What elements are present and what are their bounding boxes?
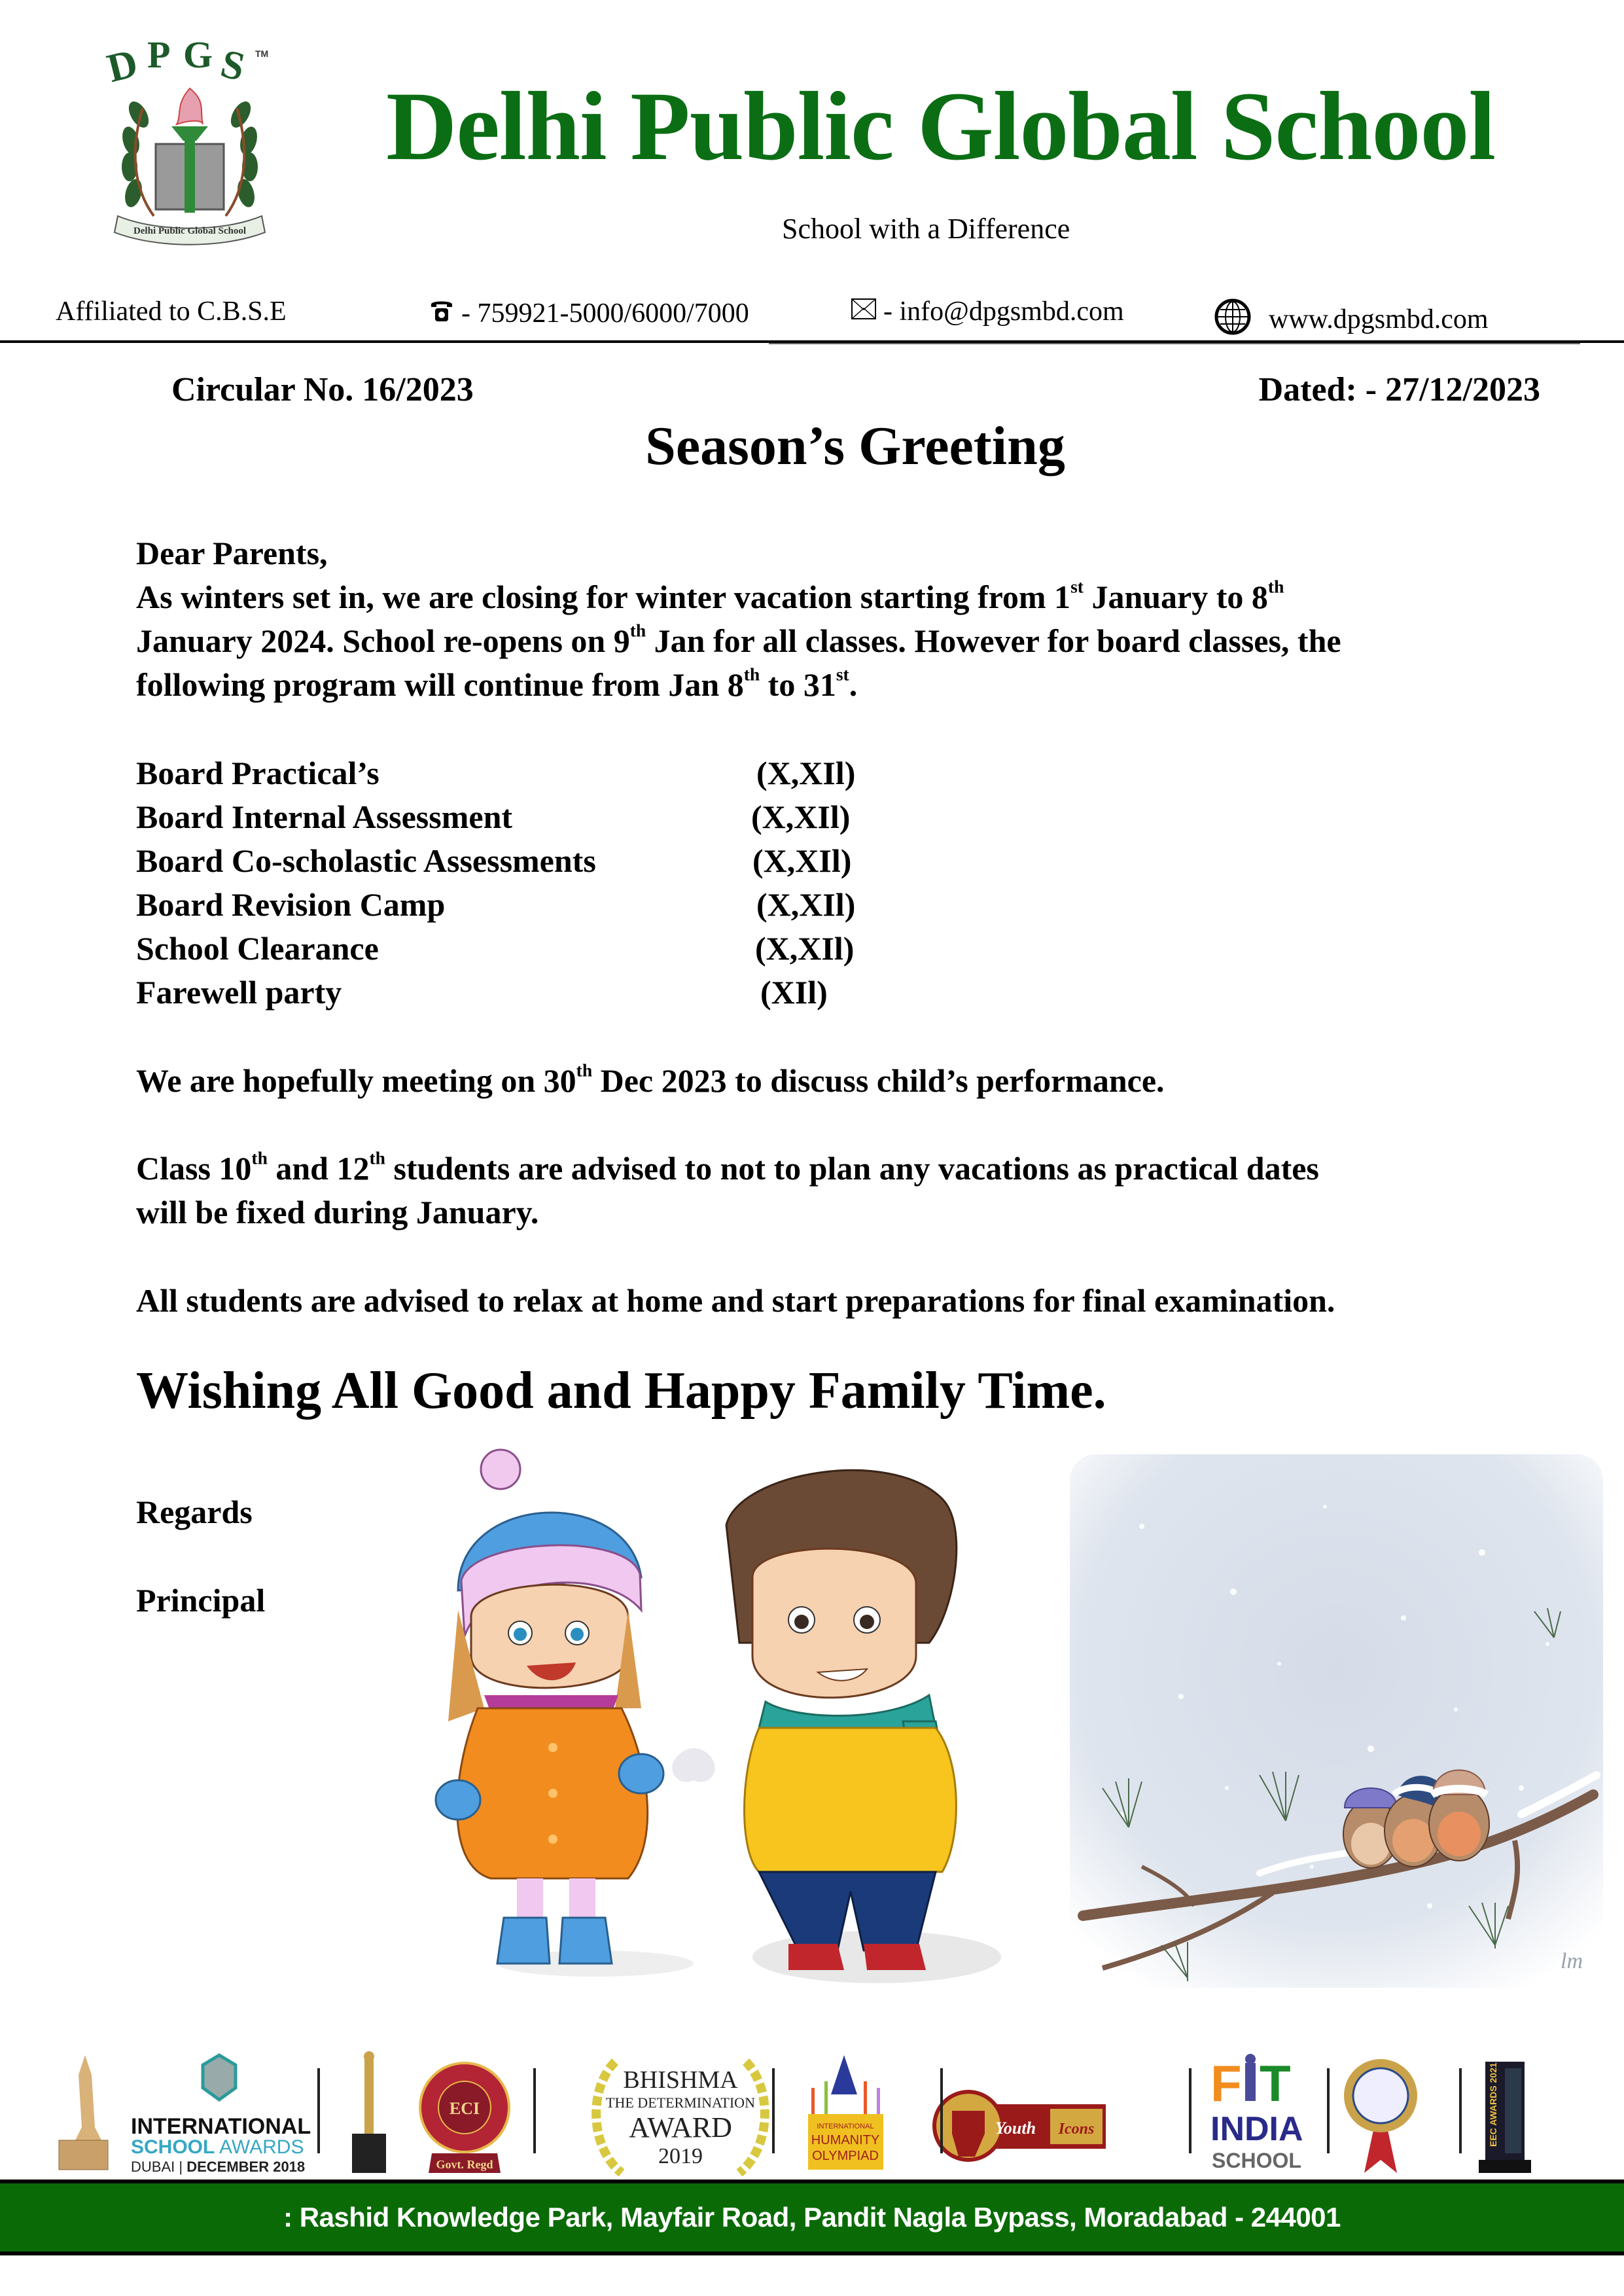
regards: Regards <box>136 1494 253 1530</box>
svg-text:Youth: Youth <box>995 2119 1036 2138</box>
svg-text:lm: lm <box>1561 1949 1583 1973</box>
signatory: Principal <box>136 1582 266 1619</box>
svg-text:BHISHMA: BHISHMA <box>623 2066 738 2094</box>
email-contact <box>851 298 1124 325</box>
program-classes: (X,XIl) <box>756 886 856 923</box>
logo-letter-p: P <box>147 36 171 76</box>
program-row <box>136 839 1576 883</box>
awards-strip <box>39 2049 1597 2176</box>
program-classes: (XIl) <box>760 974 828 1011</box>
globe-icon <box>1214 298 1252 341</box>
kids-illustration <box>432 1446 1008 2003</box>
svg-text:F: F <box>1210 2054 1242 2112</box>
program-item: School Clearance <box>136 930 379 967</box>
svg-text:SCHOOL: SCHOOL <box>1212 2149 1301 2172</box>
program-row <box>136 883 1576 927</box>
program-row <box>136 971 1576 1014</box>
svg-text:HUMANITY: HUMANITY <box>811 2133 880 2147</box>
award-separator <box>940 2068 943 2153</box>
logo-letter-g: G <box>183 36 213 76</box>
program-classes: (X,XIl) <box>751 798 851 835</box>
logo-letter-d: D <box>103 41 143 92</box>
humanity-olympiad-logo <box>808 2055 883 2170</box>
letter-intro <box>136 531 1576 707</box>
program-item: Board Revision Camp <box>136 886 446 923</box>
logo-ribbon-text: Delhi Public Global School <box>133 226 247 236</box>
website-url[interactable]: www.dpgsmbd.com <box>1269 304 1489 334</box>
svg-text:ECI: ECI <box>449 2099 480 2118</box>
svg-text:THE DETERMINATION: THE DETERMINATION <box>606 2094 755 2111</box>
svg-text:OLYMPIAD: OLYMPIAD <box>812 2149 879 2163</box>
svg-text:INTERNATIONAL: INTERNATIONAL <box>131 2114 311 2139</box>
header-divider-shadow <box>769 343 1580 344</box>
winter-birds-painting <box>1063 1448 1610 1994</box>
svg-text:SCHOOL AWARDS: SCHOOL AWARDS <box>131 2136 304 2158</box>
svg-text:INDIA: INDIA <box>1210 2110 1303 2148</box>
intro-paragraph: As winters set in, we are closing for winter vacation starting from 1st January to 8th January 2024. School re-opens on 9th Jan for all classes. However for board classes, the following program will continue from Jan 8th to 31st. <box>136 576 1341 703</box>
award-separator <box>772 2068 775 2153</box>
program-row <box>136 795 1576 839</box>
school-name: Delhi Public Global School <box>386 72 1496 181</box>
svg-text:Icons: Icons <box>1058 2121 1095 2138</box>
svg-text:DUBAI | DECEMBER 2018: DUBAI | DECEMBER 2018 <box>131 2159 306 2175</box>
meeting-note: We are hopefully meeting on 30th Dec 2023 to discuss child’s performance. <box>136 1060 1165 1099</box>
school-tagline: School with a Difference <box>782 213 1070 245</box>
closing-wish: Wishing All Good and Happy Family Time. <box>136 1362 1106 1420</box>
program-item: Board Practical’s <box>136 755 380 791</box>
award-separator <box>533 2068 536 2153</box>
board-students-note: Class 10th and 12th students are advised to not to plan any vacations as practical dates will be fixed during January. <box>136 1147 1319 1230</box>
all-students-note: All students are advised to relax at home and start preparations for final examination. <box>136 1282 1335 1319</box>
program-item: Farewell party <box>136 974 342 1011</box>
bhishma-award-logo <box>596 2062 765 2173</box>
program-item: Board Internal Assessment <box>136 798 513 835</box>
circular-subject: Season’s Greeting <box>645 416 1065 476</box>
fit-india-logo <box>1210 2054 1303 2172</box>
telephone-icon <box>429 298 455 329</box>
international-school-awards-logo <box>131 2055 311 2175</box>
circular-number: Circular No. 16/2023 <box>171 371 474 408</box>
award-separator <box>1459 2068 1462 2153</box>
program-list <box>136 751 1576 1014</box>
isa-trophy-icon <box>59 2055 108 2170</box>
program-item: Board Co-scholastic Assessments <box>136 842 596 879</box>
svg-text:T: T <box>1260 2054 1291 2112</box>
logo-letter-s: S <box>216 41 249 90</box>
eec-award-trophy-icon <box>1479 2062 1531 2173</box>
school-address: : Rashid Knowledge Park, Mayfair Road, Pandit Nagla Bypass, Moradabad - 244001 <box>283 2202 1341 2233</box>
affiliation <box>56 298 287 325</box>
svg-text:AWARD: AWARD <box>629 2111 732 2144</box>
circular-date: Dated: - 27/12/2023 <box>1258 371 1540 408</box>
svg-text:INTERNATIONAL: INTERNATIONAL <box>817 2123 874 2130</box>
youth-icons-logo <box>934 2092 1106 2160</box>
eci-seal-icon <box>420 2063 509 2173</box>
program-classes: (X,XIl) <box>756 755 856 791</box>
salutation: Dear Parents, <box>136 535 328 571</box>
envelope-icon <box>851 298 877 325</box>
statuette-trophy-icon <box>352 2051 386 2173</box>
address-footer <box>0 2179 1624 2255</box>
award-separator <box>317 2068 320 2153</box>
award-separator <box>1327 2068 1330 2153</box>
program-row <box>136 927 1576 971</box>
svg-text:TM: TM <box>255 48 269 59</box>
program-classes: (X,XIl) <box>752 842 852 879</box>
school-logo <box>92 36 288 245</box>
program-classes: (X,XIl) <box>755 930 855 967</box>
phone-number: - 759921-5000/6000/7000 <box>461 298 749 329</box>
website-contact <box>1214 298 1489 341</box>
svg-text:2019: 2019 <box>658 2144 703 2168</box>
svg-text:EEC AWARDS 2021: EEC AWARDS 2021 <box>1488 2062 1498 2147</box>
medal-seal-icon <box>1344 2059 1417 2173</box>
program-row <box>136 751 1576 795</box>
svg-text:Govt. Regd: Govt. Regd <box>436 2158 493 2171</box>
email-address[interactable]: - info@dpgsmbd.com <box>883 296 1124 327</box>
phone-contact <box>429 298 749 329</box>
affiliation-text: Affiliated to C.B.S.E <box>56 296 287 327</box>
award-separator <box>1189 2068 1192 2153</box>
